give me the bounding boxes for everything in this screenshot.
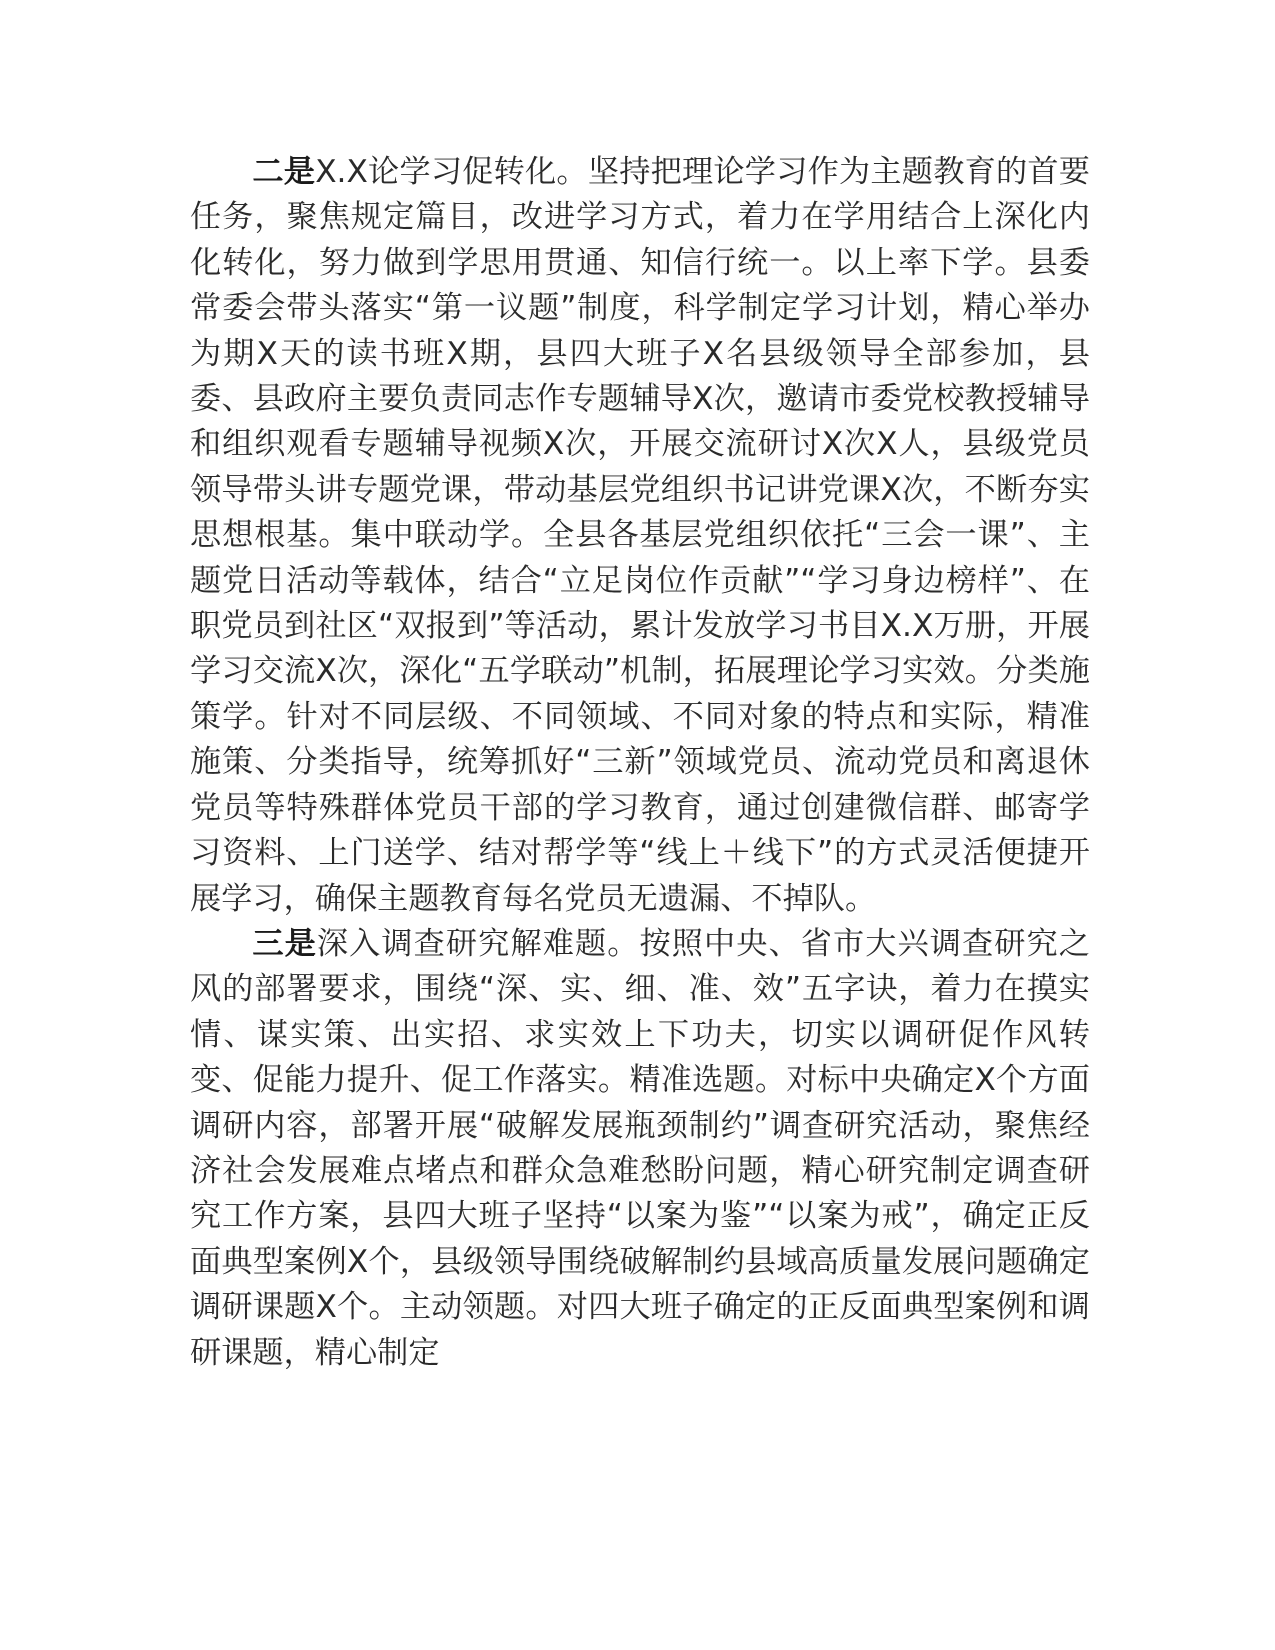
paragraph-third-point — [190, 922, 1090, 1376]
paragraph-lead: 三是 — [252, 925, 317, 962]
paragraph-lead: 二是 — [252, 154, 316, 190]
paragraph-text: 深入调查研究解难题。按照中央、省市大兴调查研究之风的部署要求，围绕“深、实、细、准、效”五字诀，着力在摸实情、谋实策、出实招、求实效上下功夫，切实以调研促作风转变、促能力提升、促工作落实。精准选题。对标中央确定X个方面调研内容，部署开展“破解发展瓶颈制约”调查研究活动，聚焦经济社会发展难点堵点和群众急难愁盼问题，精心研究制定调查研究工作方案，县四大班子坚持“以案为鉴”“以案为戒”，确定正反面典型案例X个，县级领导围绕破解制约县域高质量发展问题确定调研课题X个。主动领题。对四大班子确定的正反面典型案例和调研课题，精心制定 — [190, 925, 1090, 1371]
paragraph-text: X.X论学习促转化。坚持把理论学习作为主题教育的首要任务，聚焦规定篇目，改进学习方式，着力在学用结合上深化内化转化，努力做到学思用贯通、知信行统一。以上率下学。县委常委会带头落实“第一议题”制度，科学制定学习计划，精心举办为期X天的读书班X期，县四大班子X名县级领导全部参加，县委、县政府主要负责同志作专题辅导X次，邀请市委党校教授辅导和组织观看专题辅导视频X次，开展交流研讨X次X人，县级党员领导带头讲专题党课，带动基层党组织书记讲党课X次，不断夯实思想根基。集中联动学。全县各基层党组织依托“三会一课”、主题党日活动等载体，结合“立足岗位作贡献”“学习身边榜样”、在职党员到社区“双报到”等活动，累计发放学习书目X.X万册，开展学习交流X次，深化“五学联动”机制，拓展理论学习实效。分类施策学。针对不同层级、不同领域、不同对象的特点和实际，精准施策、分类指导，统筹抓好“三新”领域党员、流动党员和离退休党员等特殊群体党员干部的学习教育，通过创建微信群、邮寄学习资料、上门送学、结对帮学等“线上＋线下”的方式灵活便捷开展学习，确保主题教育每名党员无遗漏、不掉队。 — [190, 154, 1090, 917]
document-body — [190, 150, 1090, 1376]
paragraph-second-point — [190, 150, 1090, 922]
